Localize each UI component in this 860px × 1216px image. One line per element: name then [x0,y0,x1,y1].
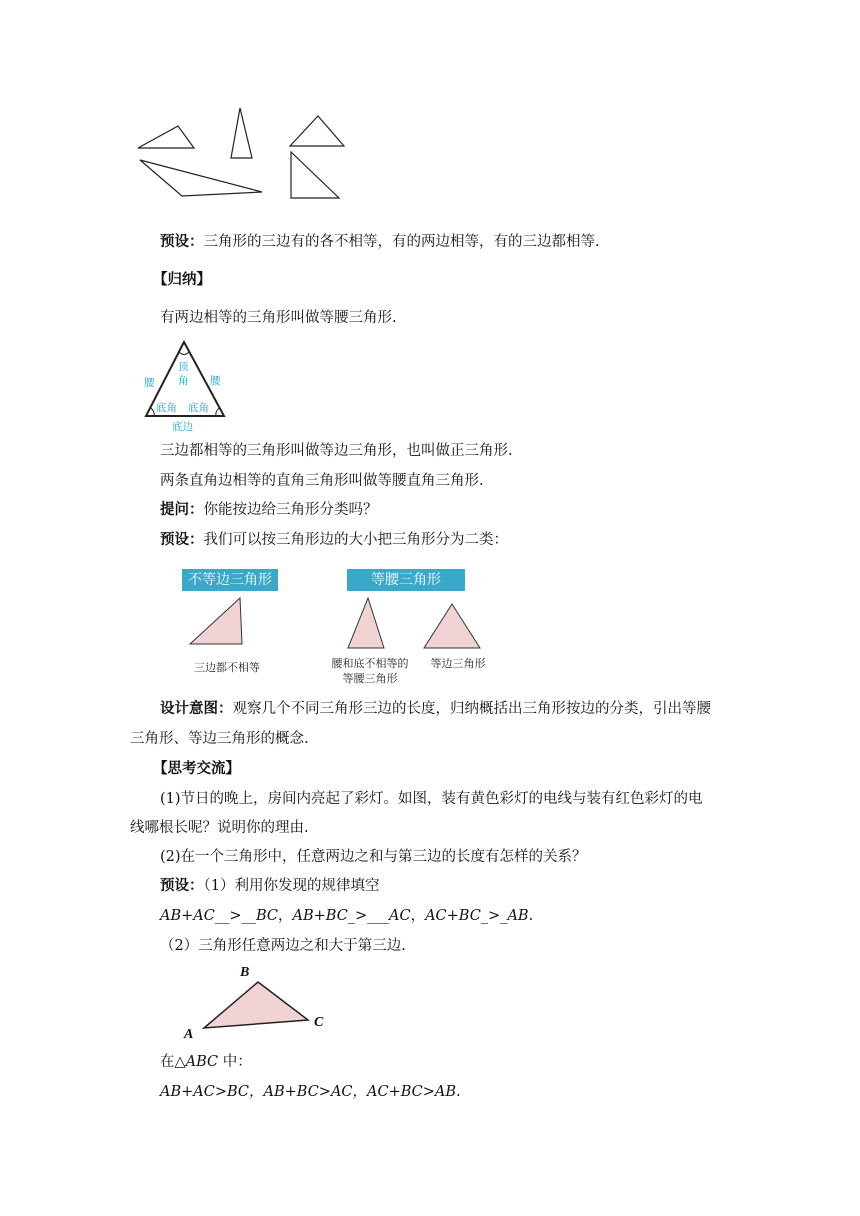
fill-sep-2: ， [410,908,426,924]
preset-label: 预设： [160,233,204,250]
triangle-2 [231,108,252,158]
base-angle-arc-left [151,408,154,416]
fill-expr-2: AB+BC [292,908,348,924]
right-isosceles-definition: 两条直角边相等的直角三角形叫做等腰直角三角形. [160,473,484,489]
fill-blank-2: _>___ [347,908,389,924]
question-1-line2: 线哪根长呢？说明你的理由. [130,820,309,836]
fill-end-1: BC [256,908,279,924]
triangle-1 [138,126,194,148]
apex-label-1: 顶 [178,361,189,373]
preset-text: 我们可以按三角形边的大小把三角形分为二类： [203,532,508,548]
summary-heading: 【归纳】 [153,271,211,288]
isosceles-title-box: 等腰三角形 [347,569,465,591]
base-angle-arc-right [216,408,219,416]
fill-sep-1: ， [278,908,293,924]
fill-blank-line [160,906,533,926]
equilateral-caption: 等边三角形 [430,657,486,670]
fill-expr-3: AC+BC [425,908,481,924]
conclusion: AB+AC>BC，AB+BC>AC，AC+BC>AB. [160,1084,461,1100]
isosceles-nonequilateral-triangle [348,598,384,648]
preset-text: （1）利用你发现的规律填空 [203,878,380,894]
triangle-5 [291,152,339,198]
triangle-3 [290,116,344,146]
point-2: （2）三角形任意两边之和大于第三边. [160,938,406,954]
fill-blank-3: _>_ [480,908,508,924]
vertex-A-label: A [184,1027,194,1042]
base-angle-right-label: 底角 [188,402,209,414]
preset-label: 预设： [160,877,204,894]
triangle-4 [140,160,262,196]
preset-text: 三角形的三边有的各不相等，有的两边相等，有的三边都相等. [203,234,600,250]
base-label: 底边 [172,421,193,433]
preset-label: 预设： [160,531,204,548]
leg-left-label: 腰 [144,377,155,389]
question-1-line1: (1)节日的晚上，房间内亮起了彩灯。如图，装有黄色彩灯的电线与装有红色彩灯的电 [160,791,703,807]
abc-triangle-diagram [176,960,356,1040]
discussion-heading: 【思考交流】 [153,760,240,777]
scalene-title-box: 不等边三角形 [182,569,278,591]
in-triangle-name: ABC [185,1054,219,1070]
classification-triangles [180,596,500,656]
base-angle-left-label: 底角 [156,402,177,414]
vertex-B-label: B [240,965,250,980]
scalene-caption: 三边都不相等 [194,661,260,674]
question-label: 提问： [160,501,204,518]
apex-label-2: 角 [178,375,189,387]
leg-right-label: 腰 [210,375,221,387]
preset-2 [160,530,508,550]
fill-blank-1: __>__ [214,908,256,924]
iso-sub-caption-1: 腰和底不相等的 [331,657,409,670]
in-triangle-line [160,1052,252,1072]
in-triangle-prefix: 在△ [160,1054,186,1070]
design-intent-line1 [160,699,711,719]
in-triangle-suffix: 中： [218,1054,252,1070]
iso-sub-caption-2: 等腰三角形 [342,672,398,685]
question [160,500,378,520]
isosceles-diagram [140,338,240,434]
abc-triangle [204,982,308,1028]
fill-end-2: AC [388,908,411,924]
top-triangles-figure [130,100,360,200]
design-intent-label: 设计意图： [160,700,233,717]
preset-1 [160,232,600,252]
question-text: 你能按边给三角形分类吗？ [203,502,378,518]
design-intent-text-1: 观察几个不同三角形三边的长度，归纳概括出三角形按边的分类，引出等腰 [232,701,711,717]
vertex-C-label: C [314,1015,324,1030]
preset-3 [160,876,379,896]
fill-expr-1: AB+AC [160,908,215,924]
equilateral-definition: 三边都相等的三角形叫做等边三角形，也叫做正三角形. [160,443,513,459]
apex-angle-arc [179,352,189,355]
fill-end: . [528,908,534,924]
design-intent-line2: 三角形、等边三角形的概念. [130,731,309,747]
scalene-triangle [190,598,242,644]
equilateral-triangle [424,604,480,648]
question-2: (2)在一个三角形中，任意两边之和与第三边的长度有怎样的关系？ [160,849,587,865]
fill-end-3: AB [507,908,529,924]
isosceles-definition: 有两边相等的三角形叫做等腰三角形. [160,310,397,326]
